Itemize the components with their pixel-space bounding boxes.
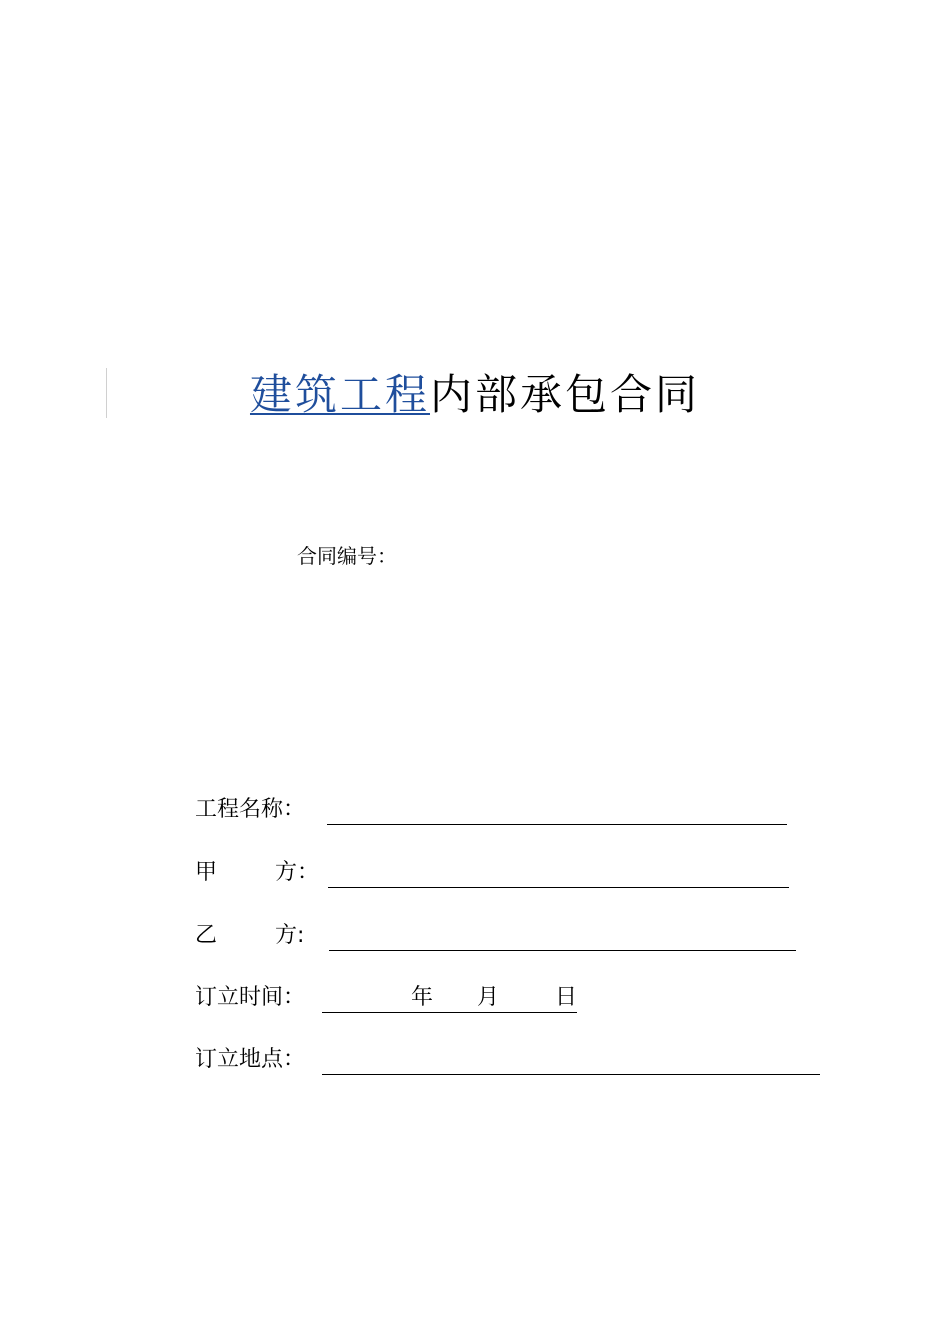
document-title — [0, 368, 950, 422]
title-link-construction-project[interactable]: 建筑工程 — [249, 370, 430, 419]
sign-place-label: 订立地点： — [195, 1047, 306, 1072]
party-a-row — [195, 855, 795, 891]
party-a-label-char1: 甲 — [195, 860, 218, 885]
date-month-label: 月 — [477, 985, 500, 1010]
party-b-label-char2: 方: — [275, 923, 305, 948]
date-year-label: 年 — [411, 985, 434, 1010]
sign-place-blank[interactable] — [322, 1074, 820, 1075]
date-day-label: 日 — [555, 985, 578, 1010]
title-text: 内部承包合同 — [430, 370, 701, 419]
sign-date-label: 订立时间： — [195, 985, 306, 1010]
sign-date-blank[interactable] — [322, 1012, 577, 1013]
sign-place-row — [195, 1042, 825, 1078]
party-b-row — [195, 918, 805, 954]
party-a-blank[interactable] — [328, 887, 789, 888]
party-a-label — [195, 855, 325, 891]
party-b-label — [195, 918, 325, 954]
project-name-row — [195, 792, 795, 828]
party-a-label-char2: 方： — [275, 860, 320, 885]
sign-date-row — [195, 980, 595, 1016]
project-name-blank[interactable] — [327, 824, 787, 825]
project-name-label: 工程名称： — [195, 797, 306, 822]
party-b-label-char1: 乙 — [195, 923, 218, 948]
contract-number-label: 合同编号： — [297, 544, 397, 568]
party-b-blank[interactable] — [329, 950, 796, 951]
